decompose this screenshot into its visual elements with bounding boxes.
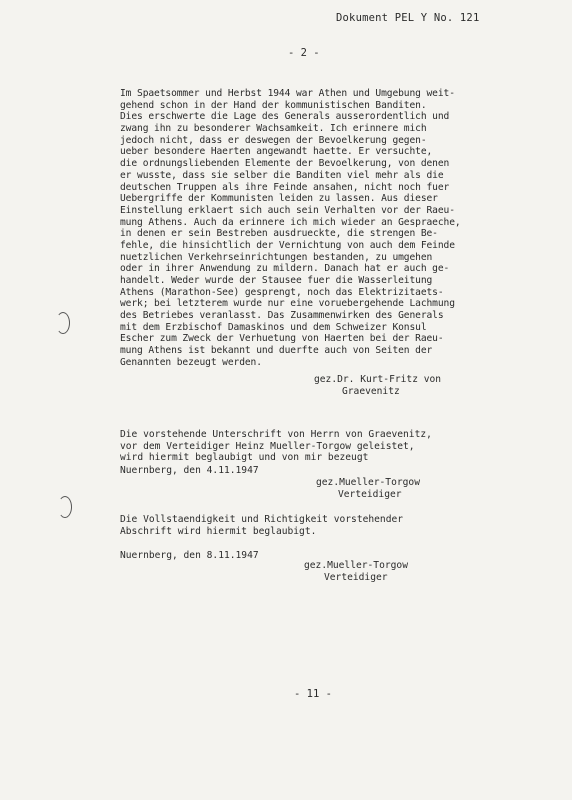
body-line: handelt. Weder wurde der Stausee fuer die Wasserleitung bbox=[120, 275, 433, 286]
body-line: Athens (Marathon-See) gesprengt, noch das Elektrizitaets- bbox=[120, 286, 444, 298]
body-paragraph bbox=[120, 88, 500, 369]
completeness-line: Abschrift wird hiermit beglaubigt. bbox=[120, 525, 317, 537]
completeness-line: Die Vollstaendigkeit und Richtigkeit vorstehender bbox=[120, 514, 404, 525]
signature-line: gez.Mueller-Torgow bbox=[316, 477, 420, 488]
signature-title: Verteidiger bbox=[338, 488, 402, 500]
signature-mueller-torgow-first bbox=[316, 477, 420, 500]
signature-line: gez.Mueller-Torgow bbox=[304, 560, 408, 571]
body-line: Escher zum Zweck der Verhuetung von Haerten bei der Raeu- bbox=[120, 333, 444, 345]
completeness-certification bbox=[120, 514, 403, 537]
body-line: gehend schon in der Hand der kommunistischen Banditen. bbox=[120, 99, 427, 111]
body-line: zwang ihn zu besonderer Wachsamkeit. Ich erinnere mich bbox=[120, 123, 427, 135]
signature-name: Graevenitz bbox=[342, 385, 400, 397]
body-line: Uebergriffe der Kommunisten leiden zu lassen. Aus dieser bbox=[120, 193, 438, 205]
signature-title: Verteidiger bbox=[324, 571, 388, 583]
body-line: Dies erschwerte die Lage des Generals ausserordentlich und bbox=[120, 111, 450, 123]
place-date-second: Nuernberg, den 8.11.1947 bbox=[120, 550, 259, 561]
body-line: mung Athens ist bekannt und duerfte auch von Seiten der bbox=[120, 345, 433, 357]
punch-hole-mark bbox=[58, 496, 72, 518]
body-line: fehle, die hinsichtlich der Vernichtung von auch dem Feinde bbox=[120, 239, 455, 251]
body-line: des Betriebes veranlasst. Das Zusammenwirken des Generals bbox=[120, 310, 444, 322]
body-line: deutschen Truppen als ihre Feinde ansahen, nicht noch fuer bbox=[120, 181, 450, 193]
body-line: er wusste, dass sie selber die Banditen viel mehr als die bbox=[120, 169, 444, 181]
signature-line: gez.Dr. Kurt-Fritz von bbox=[314, 374, 442, 385]
certification-block bbox=[120, 429, 432, 464]
body-line: nuetzlichen Verkehrseinrichtungen bestanden, zu umgehen bbox=[120, 251, 433, 263]
punch-hole-mark bbox=[56, 312, 70, 334]
document-number-header: Dokument PEL Y No. 121 bbox=[336, 12, 480, 24]
place-date-first: Nuernberg, den 4.11.1947 bbox=[120, 465, 259, 476]
page-number-bottom: - 11 - bbox=[294, 688, 332, 700]
body-line: jedoch nicht, dass er deswegen der Bevoelkerung gegen- bbox=[120, 134, 427, 146]
signature-graevenitz bbox=[314, 374, 441, 397]
body-line: in denen er sein Bestreben ausdrueckte, die strengen Be- bbox=[120, 228, 438, 240]
body-line: Im Spaetsommer und Herbst 1944 war Athen und Umgebung weit- bbox=[120, 88, 455, 99]
signature-mueller-torgow-second bbox=[304, 560, 408, 583]
body-line: mung Athens. Auch da erinnere ich mich wieder an Gespraeche, bbox=[120, 216, 461, 228]
body-line: Genannten bezeugt werden. bbox=[120, 356, 262, 368]
certification-line: vor dem Verteidiger Heinz Mueller-Torgow geleistet, bbox=[120, 440, 415, 452]
certification-line: Die vorstehende Unterschrift von Herrn von Graevenitz, bbox=[120, 429, 432, 440]
body-line: die ordnungsliebenden Elemente der Bevoelkerung, von denen bbox=[120, 158, 450, 170]
body-line: oder in ihrer Anwendung zu mildern. Danach hat er auch ge- bbox=[120, 263, 450, 275]
body-line: werk; bei letzterem wurde nur eine voruebergehende Lachmung bbox=[120, 298, 455, 310]
body-line: Einstellung erklaert sich auch sein Verhalten vor der Raeu- bbox=[120, 204, 455, 216]
body-line: mit dem Erzbischof Damaskinos und dem Schweizer Konsul bbox=[120, 321, 427, 333]
page-number-top: - 2 - bbox=[288, 47, 320, 59]
body-line: ueber besondere Haerten angewandt haette. Er versuchte, bbox=[120, 146, 433, 158]
certification-line: wird hiermit beglaubigt und von mir bezeugt bbox=[120, 452, 369, 464]
